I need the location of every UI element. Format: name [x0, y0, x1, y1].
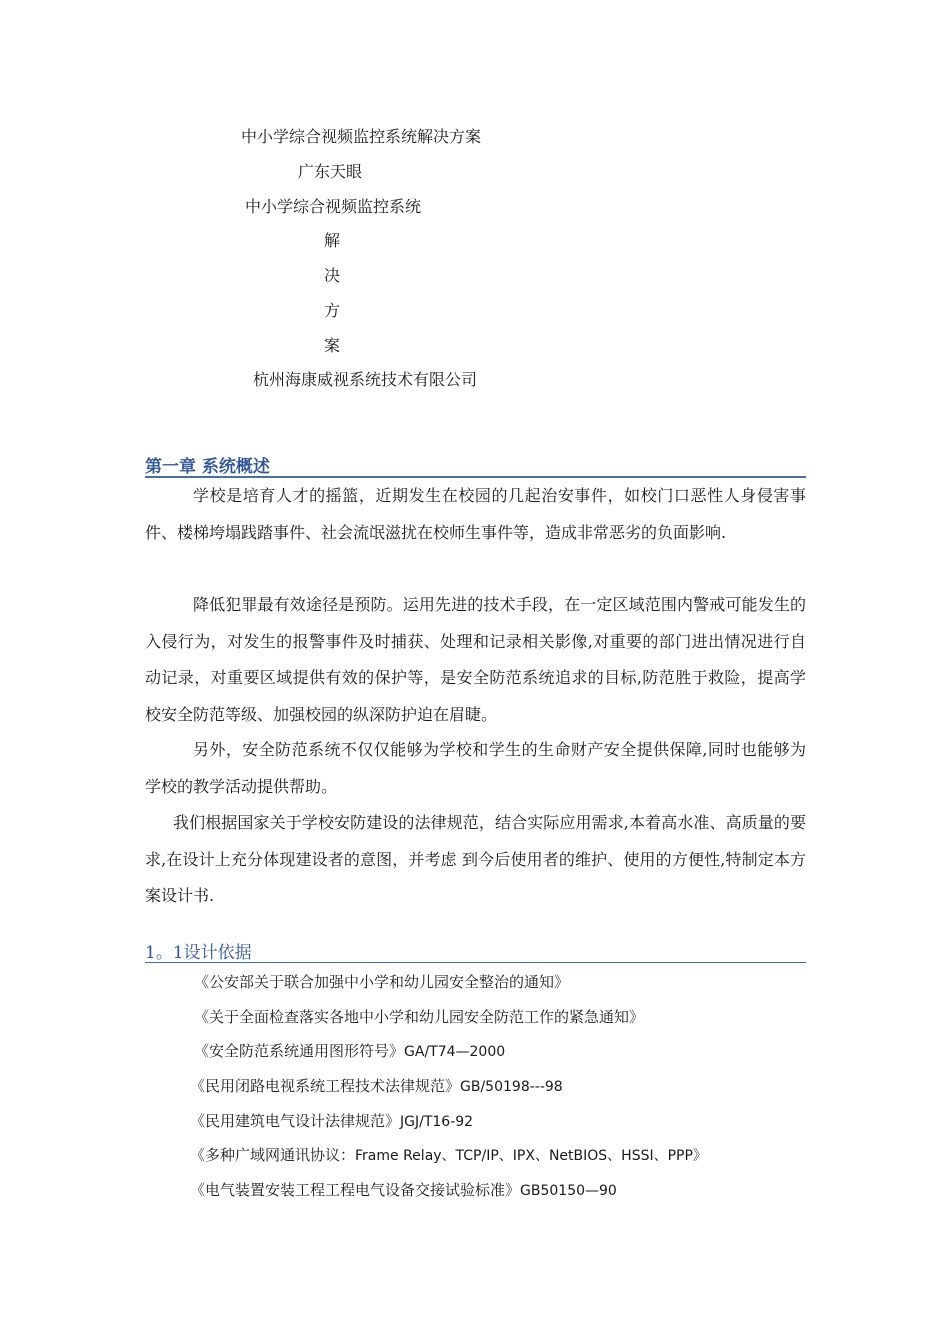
cover-char-4: 案	[324, 336, 341, 355]
paragraph-3: 另外，安全防范系统不仅仅能够为学校和学生的生命财产安全提供保障,同时也能够为学校的教学活动提供帮助。	[145, 740, 806, 796]
chapter-heading: 第一章 系统概述	[145, 452, 806, 478]
cover-char-2: 决	[324, 266, 341, 285]
reference-code: GA/T74—2000	[404, 1044, 506, 1060]
reference-code: JGJ/T16-92	[400, 1114, 474, 1130]
cover-company: 杭州海康威视系统技术有限公司	[253, 370, 478, 389]
reference-title: 《公安部关于联合加强中小学和幼儿园安全整治的通知》	[194, 973, 570, 991]
reference-item	[194, 1007, 644, 1028]
reference-item	[190, 1076, 563, 1097]
paragraph-4: 我们根据国家关于学校安防建设的法律规范，结合实际应用需求,本着高水准、高质量的要求,在设计上充分体现建设者的意图，并考虑 到今后使用者的维护、使用的方便性,特制定本方案设计书.	[145, 813, 806, 905]
paragraph-2: 降低犯罪最有效途径是预防。运用先进的技术手段，在一定区域范围内警戒可能发生的入侵行为，对发生的报警事件及时捕获、处理和记录相关影像,对重要的部门进出情况进行自动记录，对重要区域提供有效的保护等，是安全防范系统追求的目标,防范胜于救险，提高学校安全防范等级、加强校园的纵深防护迫在眉睫。	[145, 595, 806, 724]
reference-title: 《民用建筑电气设计法律规范》	[190, 1112, 401, 1130]
cover-char-3: 方	[324, 301, 341, 320]
reference-item	[194, 972, 569, 993]
reference-code: Frame Relay、TCP/IP、IPX、NetBIOS、HSSI、PPP》	[355, 1148, 707, 1164]
reference-item	[190, 1111, 473, 1132]
reference-code: GB/50198---98	[460, 1079, 563, 1095]
reference-title: 《安全防范系统通用图形符号》	[194, 1042, 405, 1060]
paragraph-1: 学校是培育人才的摇篮，近期发生在校园的几起治安事件，如校门口恶性人身侵害事件、楼梯垮塌践踏事件、社会流氓滋扰在校师生事件等，造成非常恶劣的负面影响.	[145, 486, 806, 542]
reference-code: GB50150—90	[520, 1183, 617, 1199]
reference-title: 《关于全面检查落实各地中小学和幼儿园安全防范工作的紧急通知》	[194, 1008, 645, 1026]
reference-item	[194, 1041, 505, 1062]
reference-title: 《民用闭路电视系统工程技术法律规范》	[190, 1077, 461, 1095]
reference-item	[190, 1180, 617, 1201]
cover-char-1: 解	[324, 231, 341, 250]
reference-item	[190, 1145, 707, 1166]
reference-title: 《电气装置安装工程工程电气设备交接试验标准》	[190, 1181, 521, 1199]
reference-title: 《多种广域网通讯协议：	[190, 1146, 356, 1164]
cover-subtitle: 广东天眼	[298, 162, 363, 181]
section-heading: 1。1设计依据	[145, 938, 806, 963]
cover-title: 中小学综合视频监控系统解决方案	[241, 127, 482, 146]
cover-system-name: 中小学综合视频监控系统	[245, 197, 422, 216]
